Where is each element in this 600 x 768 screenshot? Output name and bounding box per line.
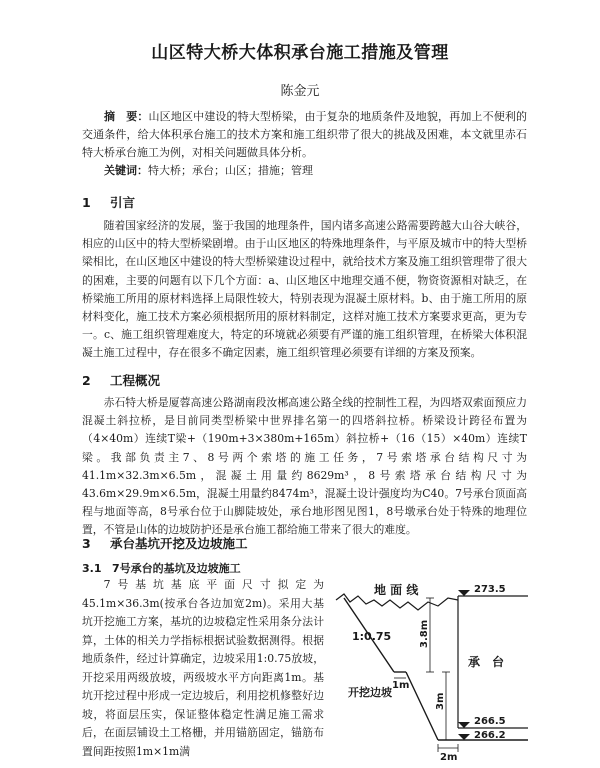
subsection-3-1-heading	[82, 560, 241, 576]
section-title: 引言	[110, 195, 136, 210]
section-title: 工程概况	[110, 373, 161, 388]
elevation-marker-top	[458, 590, 470, 596]
pit-section-figure	[330, 580, 530, 765]
keywords	[104, 162, 524, 180]
section-2-heading	[82, 371, 160, 389]
subsection-number: 3.1	[82, 562, 102, 575]
section-number: 1	[82, 195, 91, 210]
base-width-label: 2m	[440, 752, 458, 763]
ground-line-label: 地 面 线	[374, 583, 419, 597]
section-3-heading	[82, 534, 248, 552]
section-1-body: 随着国家经济的发展，鉴于我国的地理条件，国内诸多高速公路需要跨越大山谷大峡谷，相应的山区中的特大型桥梁剧增。由于山区地区的特殊地理条件，与平原及城市中的特大型桥梁相比，在山区地区中建设的特大型桥梁建设过程中，就给技术方案及施工组织管理带了很大的困难，主要的问题有以下几个方面：a、山区地区中地理交通不便，物资资源相对缺乏，在桥梁施工所用的原材料选择上局限性较大，特别表现为混凝土原材料。b、由于施工所用的原材料变化，施工技术方案必须根据所用的原材料制定，这样对施工技术方案要求更高，更为专一。c、施工组织管理难度大，特定的环境就必须要有严谨的施工组织管理，在桥梁大体积混凝土施工过程中，存在很多不确定因素，施工组织管理必须要有详细的方案及预案。	[82, 219, 527, 360]
keywords-text: 特大桥；承台；山区；措施；管理	[148, 164, 313, 177]
upper-depth-label: 3.8m	[419, 619, 430, 648]
subsection-title: 7号承台的基坑及边坡施工	[112, 562, 241, 575]
abstract-text: 山区地区中建设的特大型桥梁，由于复杂的地质条件及地貌，再加上不便利的交通条件，给大体积承台施工的技术方案和施工组织带了很大的挑战及困难，本文就里赤石特大桥承台施工为例，对相关问题做具体分析。	[82, 110, 528, 159]
paper-title: 山区特大桥大体积承台施工措施及管理	[151, 43, 449, 63]
abstract	[82, 108, 527, 162]
elevation-bottom-label: 266.2	[474, 730, 506, 741]
lower-depth-label: 3m	[435, 692, 446, 710]
section-1-heading	[82, 193, 135, 211]
section-2-body: 赤石特大桥是厦蓉高速公路湖南段汝郴高速公路全线的控制性工程，为四塔双索面预应力混凝土斜拉桥，是目前同类型桥梁中世界排名第一的四塔斜拉桥。桥梁设计跨径布置为（4×40m）连续T梁+（190m+3×380m+165m）斜拉桥+（16（15）×40m）连续T梁。我部负责主7、8号两个索塔的施工任务，7号索塔承台结构尺寸为41.1m×32.3m×6.5m，混凝土用量约8629m³，8号索塔承台结构尺寸为43.6m×29.9m×6.5m，混凝土用量约8474m³，混凝土设计强度均为C40。7号承台顶面高程与地面等高，8号承台位于山脚陡坡处，承台地形图见图1，8号墩承台处于特殊的地理位置，不管是山体的边坡防护还是承台施工都给施工带来了很大的难度。	[82, 396, 527, 537]
elevation-mid-label: 266.5	[474, 716, 506, 727]
elevation-top-label: 273.5	[474, 584, 506, 595]
elevation-marker-bottom	[458, 734, 470, 740]
author-name: 陈金元	[280, 84, 320, 99]
lower-slope-line	[406, 672, 438, 740]
section-number: 2	[82, 373, 91, 388]
abstract-label: 摘 要：	[104, 110, 149, 123]
section-number: 3	[82, 536, 91, 551]
step-width-label: 1m	[392, 680, 410, 691]
keywords-label: 关键词：	[104, 164, 148, 177]
slope-ratio-label: 1:0.75	[352, 630, 392, 643]
excavation-slope-label: 开挖边坡	[348, 686, 392, 699]
section-title: 承台基坑开挖及边坡施工	[110, 536, 248, 551]
cap-label: 承 台	[468, 655, 505, 669]
elevation-marker-mid	[458, 722, 470, 728]
subsection-3-1-body: 7号基坑基底平面尺寸拟定为45.1m×36.3m(按承台各边加宽2m)。采用大基坑开挖施工方案，基坑的边坡稳定性采用条分法计算，土体的相关力学指标根据试验数据测得。根据地质条件，经过计算确定，边坡采用1:0.75放坡，开挖采用两级放坡，两级坡水平方向距离1m。基坑开挖过程中形成一定边坡后，利用挖机修整好边坡，将面层压实，保证整体稳定性满足施工需求后，在面层铺设土工格栅，并用锚筋固定，锚筋布置间距按照1m×1m满	[82, 578, 324, 758]
